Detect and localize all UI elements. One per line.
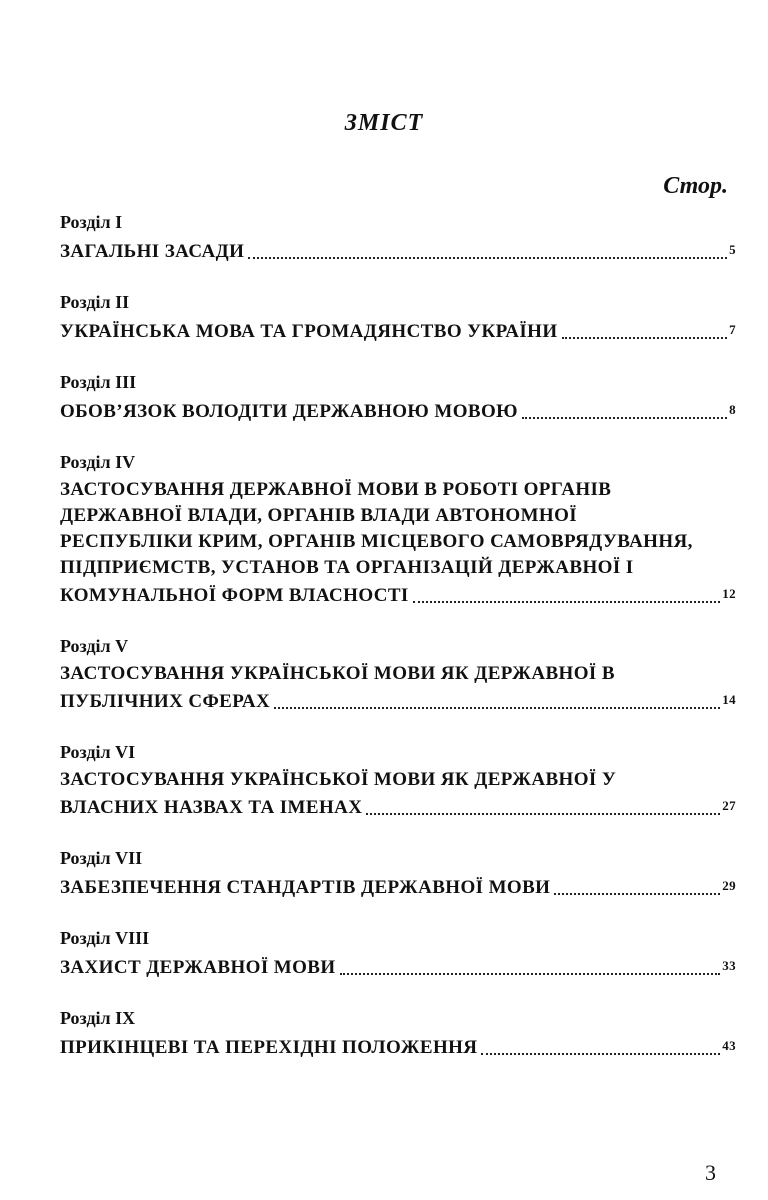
dot-leader <box>522 417 727 419</box>
dot-leader <box>562 337 728 339</box>
toc-page-number: 12 <box>722 586 736 601</box>
toc-page-number: 29 <box>722 878 736 893</box>
toc-entry <box>60 450 736 609</box>
dot-leader <box>274 707 720 709</box>
toc-entry <box>60 1006 736 1061</box>
toc-entry <box>60 370 736 425</box>
toc-page-number: 14 <box>722 692 736 707</box>
toc-section-title-line: ЗАСТОСУВАННЯ ДЕРЖАВНОЇ МОВИ В РОБОТІ ОРГАНІВ <box>60 479 612 500</box>
dot-leader <box>481 1053 720 1055</box>
toc-section-title-line: ОБОВ’ЯЗОК ВОЛОДІТИ ДЕРЖАВНОЮ МОВОЮ <box>60 401 518 422</box>
dot-leader <box>366 813 720 815</box>
toc-page-number: 7 <box>729 322 736 337</box>
toc-section-title-line: ПІДПРИЄМСТВ, УСТАНОВ ТА ОРГАНІЗАЦІЙ ДЕРЖАВНОЇ І <box>60 557 634 578</box>
toc-entry <box>60 634 736 715</box>
toc-entry-last-line <box>60 953 736 981</box>
toc-entry <box>60 290 736 345</box>
toc-section-title-line: ДЕРЖАВНОЇ ВЛАДИ, ОРГАНІВ ВЛАДИ АВТОНОМНОЇ <box>60 505 578 526</box>
dot-leader <box>413 601 720 603</box>
toc-entry <box>60 846 736 901</box>
toc-section-label: Розділ VII <box>60 848 143 868</box>
toc-section-label: Розділ І <box>60 212 123 232</box>
toc-entry <box>60 740 736 821</box>
toc-section-label: Розділ IX <box>60 1008 136 1028</box>
dot-leader <box>340 973 721 975</box>
page-title: ЗМІСТ <box>344 110 424 136</box>
toc-entry-last-line <box>60 1033 736 1061</box>
toc-section-label: Розділ VIII <box>60 928 150 948</box>
page-folio-number: 3 <box>705 1160 716 1185</box>
toc-entry-last-line <box>60 793 736 821</box>
toc-section-title-line: ВЛАСНИХ НАЗВАХ ТА ІМЕНАХ <box>60 797 363 818</box>
toc-section-title-line: ЗАБЕЗПЕЧЕННЯ СТАНДАРТІВ ДЕРЖАВНОЇ МОВИ <box>60 877 551 898</box>
toc-entry <box>60 210 736 265</box>
toc-section-title-line: ЗАХИСТ ДЕРЖАВНОЇ МОВИ <box>60 957 336 978</box>
toc-entry-last-line <box>60 687 736 715</box>
toc-section-title-line: ЗАСТОСУВАННЯ УКРАЇНСЬКОЇ МОВИ ЯК ДЕРЖАВНОЇ У <box>60 769 617 790</box>
toc-section-label: Розділ ІІІ <box>60 372 137 392</box>
toc-section-title-line: ЗАСТОСУВАННЯ УКРАЇНСЬКОЇ МОВИ ЯК ДЕРЖАВНОЇ В <box>60 663 615 684</box>
toc-section-label: Розділ IV <box>60 452 136 472</box>
toc-section-title-line: РЕСПУБЛІКИ КРИМ, ОРГАНІВ МІСЦЕВОГО САМОВРЯДУВАННЯ, <box>60 531 693 552</box>
toc-section-label: Розділ ІІ <box>60 292 130 312</box>
table-of-contents <box>60 210 736 1086</box>
toc-page-number: 5 <box>729 242 736 257</box>
toc-entry-last-line <box>60 873 736 901</box>
toc-page-number: 33 <box>722 958 736 973</box>
toc-page-number: 43 <box>722 1038 736 1053</box>
toc-entry-last-line <box>60 581 736 609</box>
toc-section-title-line: ЗАГАЛЬНІ ЗАСАДИ <box>60 241 245 262</box>
toc-section-title-line: УКРАЇНСЬКА МОВА ТА ГРОМАДЯНСТВО УКРАЇНИ <box>60 321 558 342</box>
toc-entry-last-line <box>60 317 736 345</box>
toc-entry-last-line <box>60 397 736 425</box>
toc-section-label: Розділ V <box>60 636 129 656</box>
toc-entry <box>60 926 736 981</box>
toc-section-title-line: ПУБЛІЧНИХ СФЕРАХ <box>60 691 271 712</box>
toc-section-label: Розділ VI <box>60 742 136 762</box>
dot-leader <box>554 893 720 895</box>
dot-leader <box>248 257 727 259</box>
toc-section-title-line: КОМУНАЛЬНОЇ ФОРМ ВЛАСНОСТІ <box>60 585 409 606</box>
toc-page-number: 8 <box>729 402 736 417</box>
page-number-column-header: Стор. <box>663 173 728 199</box>
toc-entry-last-line <box>60 237 736 265</box>
toc-section-title-line: ПРИКІНЦЕВІ ТА ПЕРЕХІДНІ ПОЛОЖЕННЯ <box>60 1037 478 1058</box>
toc-page-number: 27 <box>722 798 736 813</box>
